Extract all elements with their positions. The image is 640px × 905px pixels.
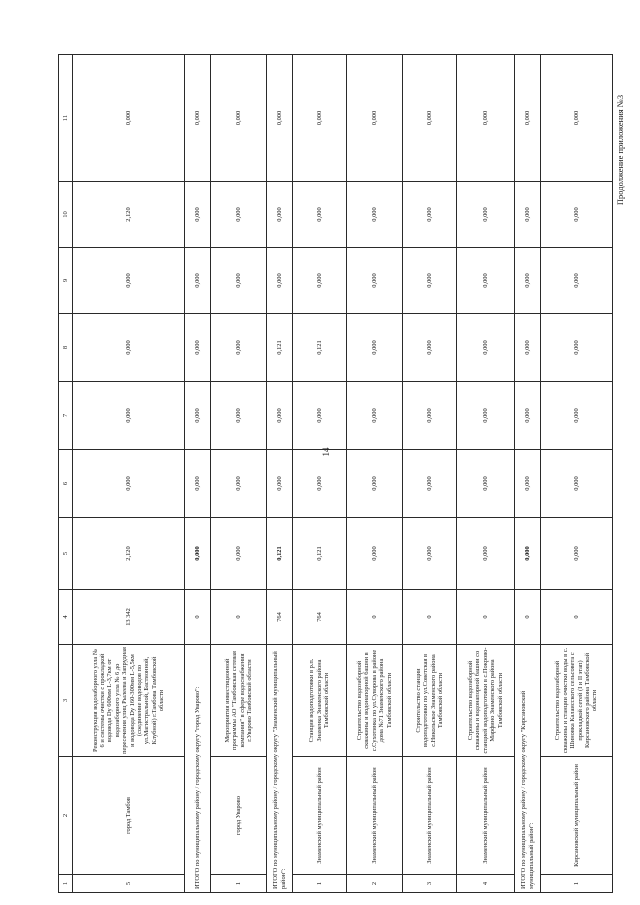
row-num: 1 xyxy=(541,875,613,893)
value-cell-5: 0,121 xyxy=(267,518,293,590)
value-cell-7: 0,000 xyxy=(347,382,403,450)
total-row xyxy=(185,55,211,893)
value-cell-7: 0,000 xyxy=(73,382,185,450)
col-header-5: 5 xyxy=(59,518,73,590)
value-cell-4: 0 xyxy=(457,590,515,645)
value-cell-10: 0,000 xyxy=(293,182,347,248)
value-cell-4: 13 342 xyxy=(73,590,185,645)
value-cell-10: 0,000 xyxy=(457,182,515,248)
col-header-11: 11 xyxy=(59,55,73,182)
value-cell-9: 0,000 xyxy=(267,248,293,314)
value-cell-7: 0,000 xyxy=(541,382,613,450)
value-cell-9: 0,000 xyxy=(541,248,613,314)
value-cell-7: 0,000 xyxy=(403,382,457,450)
header-row xyxy=(59,55,73,893)
col-header-4: 4 xyxy=(59,590,73,645)
page-number: 14 xyxy=(321,447,331,457)
table-frame xyxy=(58,55,599,893)
value-cell-4: 0 xyxy=(211,590,267,645)
municipality-cell: Знаменский муниципальный район xyxy=(403,757,457,875)
municipality-cell: Знаменский муниципальный район xyxy=(347,757,403,875)
value-cell-4: 764 xyxy=(293,590,347,645)
value-cell-9: 0,000 xyxy=(211,248,267,314)
value-cell-10: 0,000 xyxy=(211,182,267,248)
value-cell-8: 0,000 xyxy=(211,314,267,382)
value-cell-7: 0,000 xyxy=(293,382,347,450)
value-cell-6: 0,000 xyxy=(541,450,613,518)
value-cell-10: 0,000 xyxy=(267,182,293,248)
municipality-cell: Знаменский муниципальный район xyxy=(293,757,347,875)
table-row xyxy=(293,55,347,893)
row-num: 4 xyxy=(457,875,515,893)
investment-table xyxy=(58,54,613,893)
value-cell-5: 0,000 xyxy=(403,518,457,590)
description-cell: Строительство станции водоподготовки по ул.Советская в с.Никольское Знаменского района Тамбовской области xyxy=(403,645,457,757)
value-cell-6: 0,000 xyxy=(185,450,211,518)
value-cell-10: 0,000 xyxy=(515,182,541,248)
value-cell-5: 0,000 xyxy=(185,518,211,590)
row-num: 1 xyxy=(211,875,267,893)
value-cell-8: 0,000 xyxy=(403,314,457,382)
value-cell-4: 0 xyxy=(403,590,457,645)
value-cell-6: 0,000 xyxy=(515,450,541,518)
value-cell-11: 0,000 xyxy=(73,55,185,182)
value-cell-5: 0,000 xyxy=(515,518,541,590)
value-cell-4: 0 xyxy=(347,590,403,645)
description-cell: Реконструкция водозаборного узла № 6 и системы очистки с прокладкой водовода Dy 600мм L-3,7км от водозаборного узла № 6 до пересечения улиц Рылеева и Запрудная и водовода Dy 160-300мм L-5,5км (соединение водоводов по ул.Магистральной, Бастионной, Клубной) г.Тамбова Тамбовской области xyxy=(73,645,185,757)
value-cell-9: 0,000 xyxy=(73,248,185,314)
table-row xyxy=(541,55,613,893)
total-label: ИТОГО по муниципальному району / городскому округу "Знаменский муниципальный район": xyxy=(267,645,293,893)
value-cell-10: 0,000 xyxy=(347,182,403,248)
value-cell-11: 0,000 xyxy=(293,55,347,182)
value-cell-5: 0,000 xyxy=(541,518,613,590)
value-cell-5: 0,000 xyxy=(211,518,267,590)
description-cell: Станция водоподготовки в р.п. Знаменка Знаменского района Тамбовской области xyxy=(293,645,347,757)
value-cell-11: 0,000 xyxy=(457,55,515,182)
value-cell-8: 0,121 xyxy=(267,314,293,382)
value-cell-7: 0,000 xyxy=(267,382,293,450)
col-header-10: 10 xyxy=(59,182,73,248)
value-cell-10: 2,120 xyxy=(73,182,185,248)
value-cell-5: 2,120 xyxy=(73,518,185,590)
value-cell-9: 0,000 xyxy=(293,248,347,314)
value-cell-6: 0,000 xyxy=(211,450,267,518)
total-row xyxy=(515,55,541,893)
value-cell-9: 0,000 xyxy=(185,248,211,314)
value-cell-11: 0,000 xyxy=(403,55,457,182)
value-cell-6: 0,000 xyxy=(73,450,185,518)
value-cell-4: 0 xyxy=(541,590,613,645)
value-cell-6: 0,000 xyxy=(457,450,515,518)
value-cell-9: 0,000 xyxy=(347,248,403,314)
total-label: ИТОГО по муниципальному району / городскому округу "город Уварово": xyxy=(185,645,211,893)
value-cell-6: 0,000 xyxy=(347,450,403,518)
value-cell-8: 0,000 xyxy=(185,314,211,382)
col-header-2: 2 xyxy=(59,757,73,875)
value-cell-6: 0,000 xyxy=(293,450,347,518)
value-cell-6: 0,000 xyxy=(267,450,293,518)
value-cell-5: 0,000 xyxy=(457,518,515,590)
table-row xyxy=(211,55,267,893)
municipality-cell: Кирсановский муниципальный район xyxy=(541,757,613,875)
value-cell-4: 0 xyxy=(515,590,541,645)
municipality-cell: Знаменский муниципальный район xyxy=(457,757,515,875)
table-row xyxy=(73,55,185,893)
value-cell-11: 0,000 xyxy=(347,55,403,182)
value-cell-11: 0,000 xyxy=(211,55,267,182)
value-cell-8: 0,000 xyxy=(515,314,541,382)
value-cell-5: 0,000 xyxy=(347,518,403,590)
col-header-7: 7 xyxy=(59,382,73,450)
value-cell-7: 0,000 xyxy=(457,382,515,450)
table-row xyxy=(457,55,515,893)
value-cell-10: 0,000 xyxy=(403,182,457,248)
col-header-3: 3 xyxy=(59,645,73,757)
value-cell-4: 764 xyxy=(267,590,293,645)
value-cell-7: 0,000 xyxy=(211,382,267,450)
value-cell-9: 0,000 xyxy=(515,248,541,314)
value-cell-4: 0 xyxy=(185,590,211,645)
value-cell-8: 0,000 xyxy=(457,314,515,382)
value-cell-11: 0,000 xyxy=(267,55,293,182)
row-num: 2 xyxy=(347,875,403,893)
value-cell-10: 0,000 xyxy=(185,182,211,248)
value-cell-11: 0,000 xyxy=(185,55,211,182)
municipality-cell: город Тамбов xyxy=(73,757,185,875)
value-cell-11: 0,000 xyxy=(515,55,541,182)
row-num: 1 xyxy=(293,875,347,893)
value-cell-6: 0,000 xyxy=(403,450,457,518)
description-cell: Строительство водозаборной скважины и водонапорной башни в с.Сухотинка по ул.Суворова в районе дома №71 Знаменского района Тамбовской области xyxy=(347,645,403,757)
row-num: 3 xyxy=(403,875,457,893)
value-cell-9: 0,000 xyxy=(457,248,515,314)
value-cell-8: 0,000 xyxy=(73,314,185,382)
col-header-8: 8 xyxy=(59,314,73,382)
description-cell: Строительство водозаборной скважины и водонапорной башни со станцией водоподготовки в с.Покрово-Марфино Знаменского района Тамбовской области xyxy=(457,645,515,757)
value-cell-8: 0,000 xyxy=(541,314,613,382)
col-header-1: 1 xyxy=(59,875,73,893)
value-cell-11: 0,000 xyxy=(541,55,613,182)
value-cell-7: 0,000 xyxy=(185,382,211,450)
value-cell-8: 0,000 xyxy=(347,314,403,382)
value-cell-7: 0,000 xyxy=(515,382,541,450)
description-cell: Строительство водозаборной скважины и станции очистки воды в с. Шиновка Калаисского сельсовета с прокладкой сетей (I и II этап) Кирсановского района Тамбовской области xyxy=(541,645,613,757)
value-cell-5: 0,121 xyxy=(293,518,347,590)
rotated-table-container xyxy=(58,55,599,893)
value-cell-8: 0,121 xyxy=(293,314,347,382)
total-label: ИТОГО по муниципальному району / городскому округу "Кирсановский муниципальный район": xyxy=(515,645,541,893)
table-row xyxy=(403,55,457,893)
value-cell-10: 0,000 xyxy=(541,182,613,248)
col-header-6: 6 xyxy=(59,450,73,518)
description-cell: Мероприятия инвестиционной программы АО "Тамбовская сетевая компания" в сфере водоснабжения г.Уварово Тамбовской области xyxy=(211,645,267,757)
total-row xyxy=(267,55,293,893)
row-num: 5 xyxy=(73,875,185,893)
col-header-9: 9 xyxy=(59,248,73,314)
municipality-cell: город Уварово xyxy=(211,757,267,875)
appendix-note: Продолжение приложения №3 xyxy=(615,94,625,206)
value-cell-9: 0,000 xyxy=(403,248,457,314)
table-row xyxy=(347,55,403,893)
